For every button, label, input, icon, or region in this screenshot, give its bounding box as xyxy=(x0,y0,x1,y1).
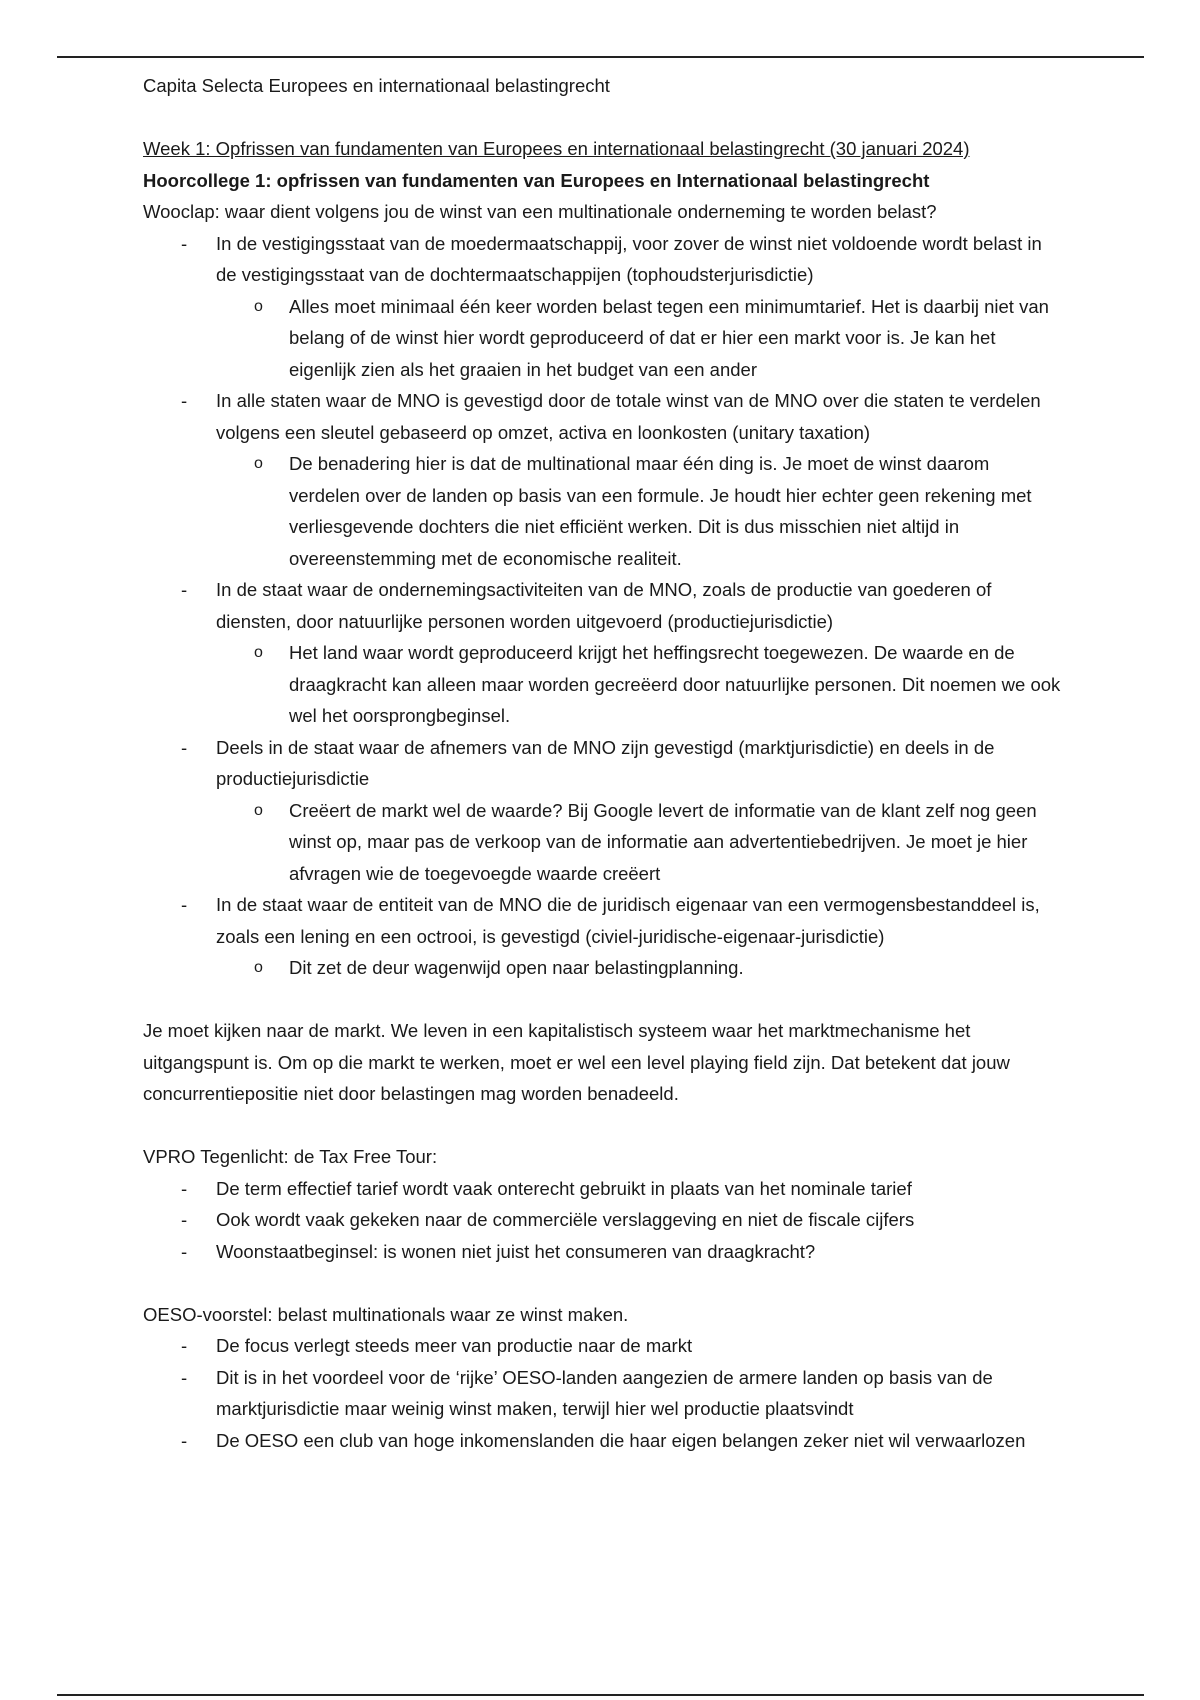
dash-bullet: - xyxy=(181,1209,188,1230)
sub-list xyxy=(216,952,1063,984)
sub-list xyxy=(216,291,1063,386)
dash-bullet: - xyxy=(181,390,188,411)
top-rule xyxy=(57,56,1144,58)
oeso-list xyxy=(143,1330,1063,1456)
list-item-text: De term effectief tarief wordt vaak onterecht gebruikt in plaats van het nominale tarief xyxy=(216,1177,912,1199)
vpro-heading: VPRO Tegenlicht: de Tax Free Tour: xyxy=(143,1146,438,1167)
sub-list-item-text: Het land waar wordt geproduceerd krijgt het heffingsrecht toegewezen. De waarde en de draagkracht kan alleen maar worden gecreëerd door natuurlijke personen. Dit noemen we ook wel het oorsprongbeginsel. xyxy=(289,642,1061,726)
list-item xyxy=(181,1330,1063,1362)
sub-list-item-text: De benadering hier is dat de multinational maar één ding is. Je moet de winst daarom verdelen over de landen op basis van een formule. Je houdt hier echter geen rekening met verliesgevende dochters die niet efficiënt werken. Dit is dus misschien niet altijd in overeenstemming met de economische realiteit. xyxy=(289,453,1032,569)
spacer xyxy=(143,102,1063,134)
list-item xyxy=(181,732,1063,890)
list-item-text: Woonstaatbeginsel: is wonen niet juist het consumeren van draagkracht? xyxy=(216,1240,816,1262)
document-page xyxy=(143,70,1063,1456)
list-item-text: In de staat waar de ondernemingsactiviteiten van de MNO, zoals de productie van goederen of diensten, door natuurlijke personen worden uitgevoerd (productiejurisdictie) xyxy=(216,579,992,632)
sub-list-item xyxy=(254,291,1063,386)
sub-list xyxy=(216,795,1063,890)
wooclap-question: Wooclap: waar dient volgens jou de winst van een multinationale onderneming te worden belast? xyxy=(143,201,937,222)
circle-bullet: o xyxy=(254,455,263,472)
sub-list-item-text: Alles moet minimaal één keer worden belast tegen een minimumtarief. Het is daarbij niet van belang of de winst hier wordt geproduceerd of dat er hier een markt voor is. Je kan het eigenlijk zien als het graaien in het budget van een ander xyxy=(289,295,1049,380)
sub-list xyxy=(216,448,1063,574)
list-item xyxy=(181,889,1063,984)
circle-bullet: o xyxy=(254,801,263,819)
sub-list xyxy=(216,637,1063,732)
sub-list-item xyxy=(254,795,1063,890)
list-item xyxy=(181,385,1063,574)
dash-bullet: - xyxy=(181,1366,188,1388)
circle-bullet: o xyxy=(254,644,263,661)
spacer xyxy=(143,1267,1063,1299)
list-item xyxy=(181,1173,1063,1205)
spacer xyxy=(143,1110,1063,1142)
list-item-text: Ook wordt vaak gekeken naar de commerciële verslaggeving en niet de fiscale cijfers xyxy=(216,1209,915,1230)
list-item-text: Dit is in het voordeel voor de ‘rijke’ OESO-landen aangezien de armere landen op basis van de marktjurisdictie maar weinig winst maken, terwijl hier wel productie plaatsvindt xyxy=(216,1366,993,1419)
week-title: Week 1: Opfrissen van fundamenten van Europees en internationaal belastingrecht (30 januari 2024) xyxy=(143,138,970,159)
sub-list-item-text: Creëert de markt wel de waarde? Bij Google levert de informatie van de klant zelf nog geen winst op, maar pas de verkoop van de informatie aan advertentiebedrijven. Je moet je hier afvragen wie de toegevoegde waarde creëert xyxy=(289,799,1037,884)
list-item xyxy=(181,1425,1063,1457)
vpro-list xyxy=(143,1173,1063,1268)
list-item xyxy=(181,1204,1063,1236)
oeso-heading: OESO-voorstel: belast multinationals waar ze winst maken. xyxy=(143,1303,629,1325)
list-item-text: De OESO een club van hoge inkomenslanden die haar eigen belangen zeker niet wil verwaarlozen xyxy=(216,1429,1026,1451)
dash-bullet: - xyxy=(181,232,188,254)
list-item-text: Deels in de staat waar de afnemers van de MNO zijn gevestigd (marktjurisdictie) en deels in de productiejurisdictie xyxy=(216,736,995,789)
dash-bullet: - xyxy=(181,579,188,600)
sub-list-item-text: Dit zet de deur wagenwijd open naar belastingplanning. xyxy=(289,957,744,978)
sub-list-item xyxy=(254,952,1063,984)
list-item-text: De focus verlegt steeds meer van productie naar de markt xyxy=(216,1335,693,1356)
dash-bullet: - xyxy=(181,1335,188,1356)
dash-bullet: - xyxy=(181,1429,188,1451)
wooclap-options-list xyxy=(143,228,1063,984)
list-item xyxy=(181,574,1063,732)
list-item-text: In alle staten waar de MNO is gevestigd door de totale winst van de MNO over die staten te verdelen volgens een sleutel gebaseerd op omzet, activa en loonkosten (unitary taxation) xyxy=(216,390,1041,443)
dash-bullet: - xyxy=(181,736,188,758)
list-item xyxy=(181,228,1063,386)
dash-bullet: - xyxy=(181,1240,188,1262)
circle-bullet: o xyxy=(254,959,263,976)
dash-bullet: - xyxy=(181,1177,188,1199)
sub-list-item xyxy=(254,448,1063,574)
spacer xyxy=(143,984,1063,1016)
market-paragraph: Je moet kijken naar de markt. We leven in een kapitalistisch systeem waar het marktmechanisme het uitgangspunt is. Om op die markt te werken, moet er wel een level playing field zijn. Dat betekent dat jouw concurrentiepositie niet door belastingen mag worden benadeeld. xyxy=(143,1020,1010,1104)
lecture-title: Hoorcollege 1: opfrissen van fundamenten van Europees en Internationaal belastingrecht xyxy=(143,169,930,191)
list-item-text: In de staat waar de entiteit van de MNO die de juridisch eigenaar van een vermogensbestanddeel is, zoals een lening en een octrooi, is gevestigd (civiel-juridische-eigenaar-jurisdictie) xyxy=(216,894,1040,947)
sub-list-item xyxy=(254,637,1063,732)
list-item xyxy=(181,1362,1063,1425)
bottom-rule xyxy=(57,1694,1144,1696)
list-item xyxy=(181,1236,1063,1268)
document-header: Capita Selecta Europees en internationaal belastingrecht xyxy=(143,75,610,96)
list-item-text: In de vestigingsstaat van de moedermaatschappij, voor zover de winst niet voldoende wordt belast in de vestigingsstaat van de dochtermaatschappijen (tophoudsterjurisdictie) xyxy=(216,232,1042,285)
dash-bullet: - xyxy=(181,894,188,915)
circle-bullet: o xyxy=(254,297,263,315)
